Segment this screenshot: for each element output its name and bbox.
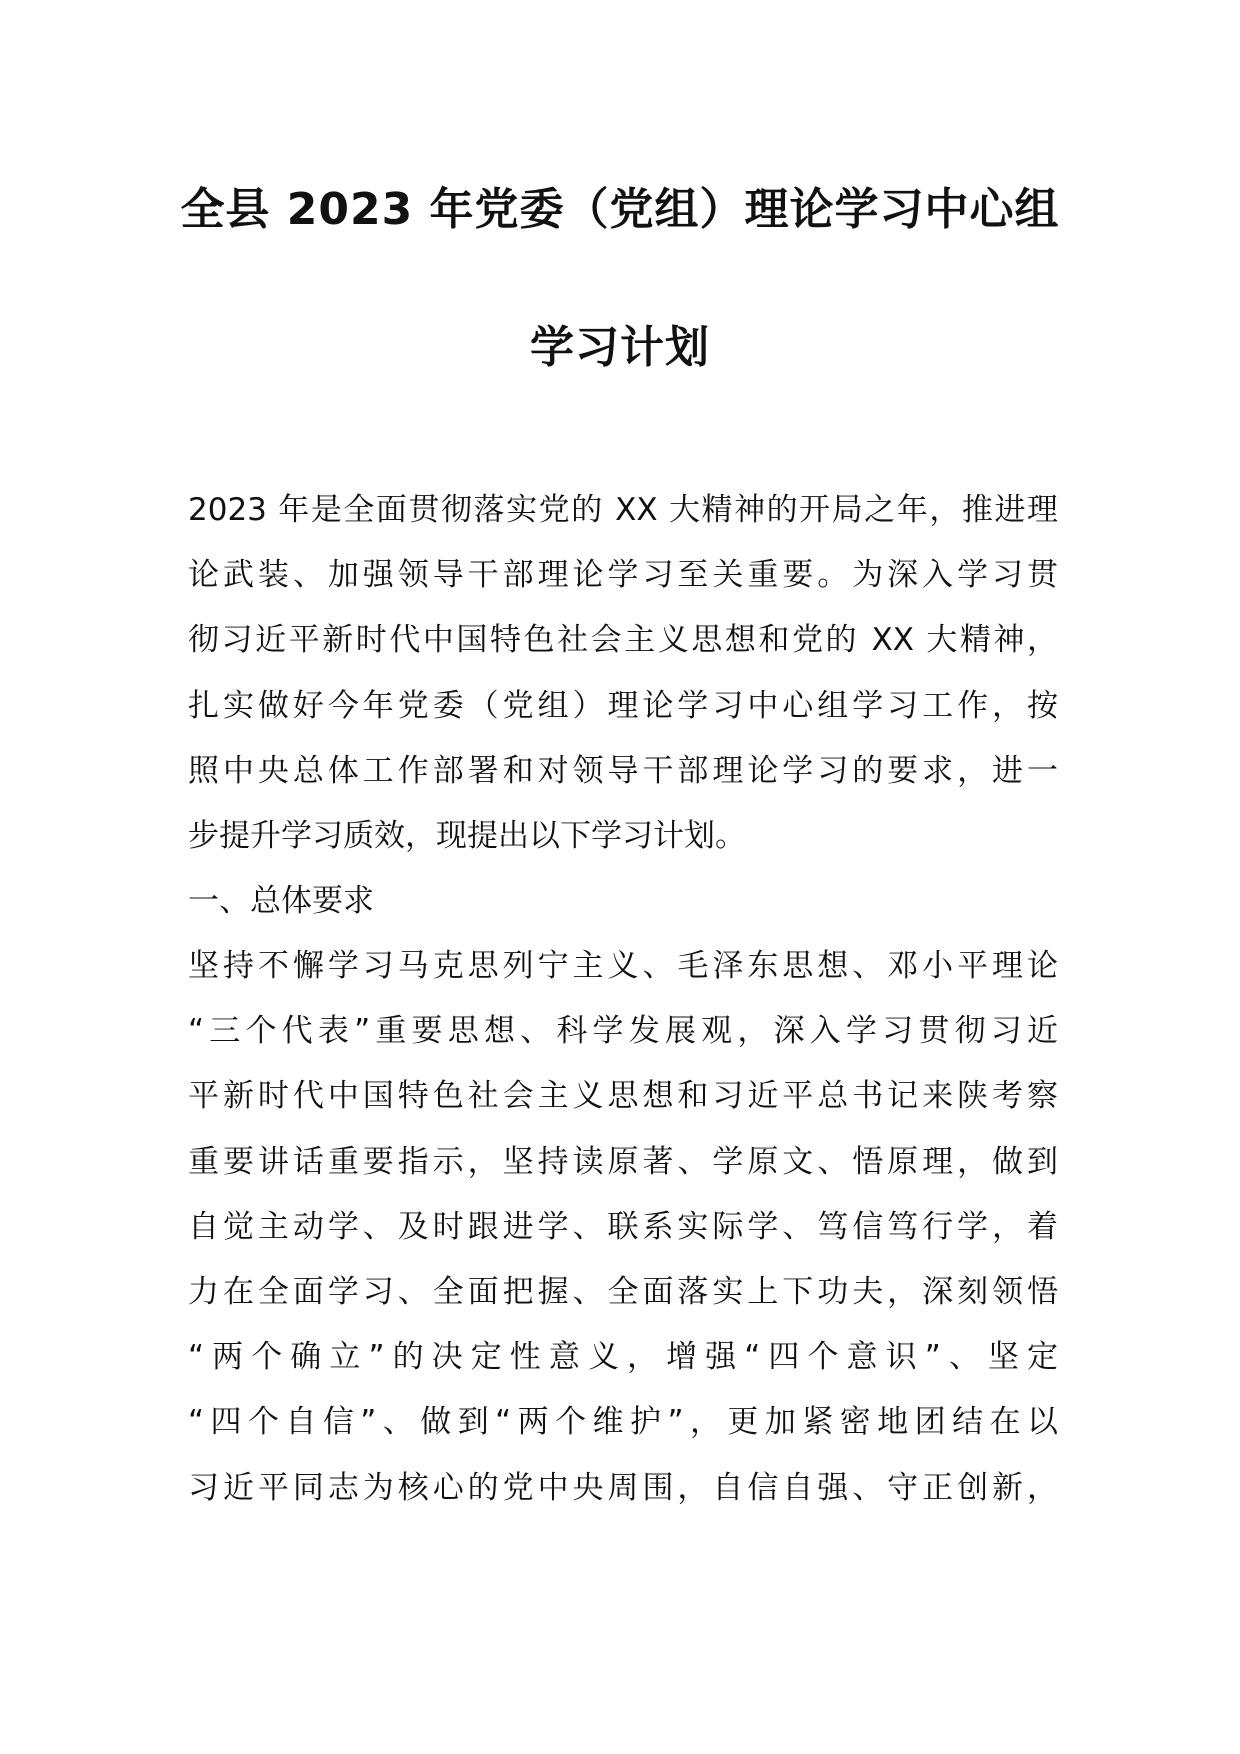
- text-line: 平新时代中国特色社会主义思想和习近平总书记来陕考察: [188, 1078, 1058, 1115]
- requirements-paragraph: [188, 934, 1058, 1521]
- text-line: 自觉主动学、及时跟进学、联系实际学、笃信笃行学，着: [188, 1208, 1058, 1245]
- intro-paragraph: [188, 478, 1058, 934]
- text-line: 坚持不懈学习马克思列宁主义、毛泽东思想、邓小平理论: [188, 948, 1058, 984]
- text-line: 论武装、加强领导干部理论学习至关重要。为深入学习贯: [188, 557, 1058, 594]
- text-line: “两个确立”的决定性意义，增强“四个意识”、坚定: [188, 1339, 1058, 1376]
- text-line: “四个自信”、做到“两个维护”，更加紧密地团结在以: [188, 1404, 1058, 1441]
- text-line: 力在全面学习、全面把握、全面落实上下功夫，深刻领悟: [188, 1273, 1058, 1310]
- text-line: 照中央总体工作部署和对领导干部理论学习的要求，进一: [188, 752, 1058, 789]
- text-line: 习近平同志为核心的党中央周围，自信自强、守正创新，: [188, 1469, 1058, 1506]
- text-line: 2023 年是全面贯彻落实党的 XX 大精神的开局之年，推进理: [188, 492, 1058, 528]
- section-heading: 一、总体要求: [188, 883, 374, 920]
- text-line: 步提升学习质效，现提出以下学习计划。: [188, 817, 746, 854]
- document-title-line-2: 学习计划: [530, 322, 710, 373]
- document-title-line-1: 全县 2023 年党委（党组）理论学习中心组: [180, 184, 1060, 235]
- text-line: 彻习近平新时代中国特色社会主义思想和党的 XX 大精神，: [188, 622, 1058, 659]
- text-line: 重要讲话重要指示，坚持读原著、学原文、悟原理，做到: [188, 1143, 1058, 1180]
- text-line: 扎实做好今年党委（党组）理论学习中心组学习工作，按: [188, 687, 1058, 724]
- text-line: “三个代表”重要思想、科学发展观，深入学习贯彻习近: [188, 1013, 1058, 1050]
